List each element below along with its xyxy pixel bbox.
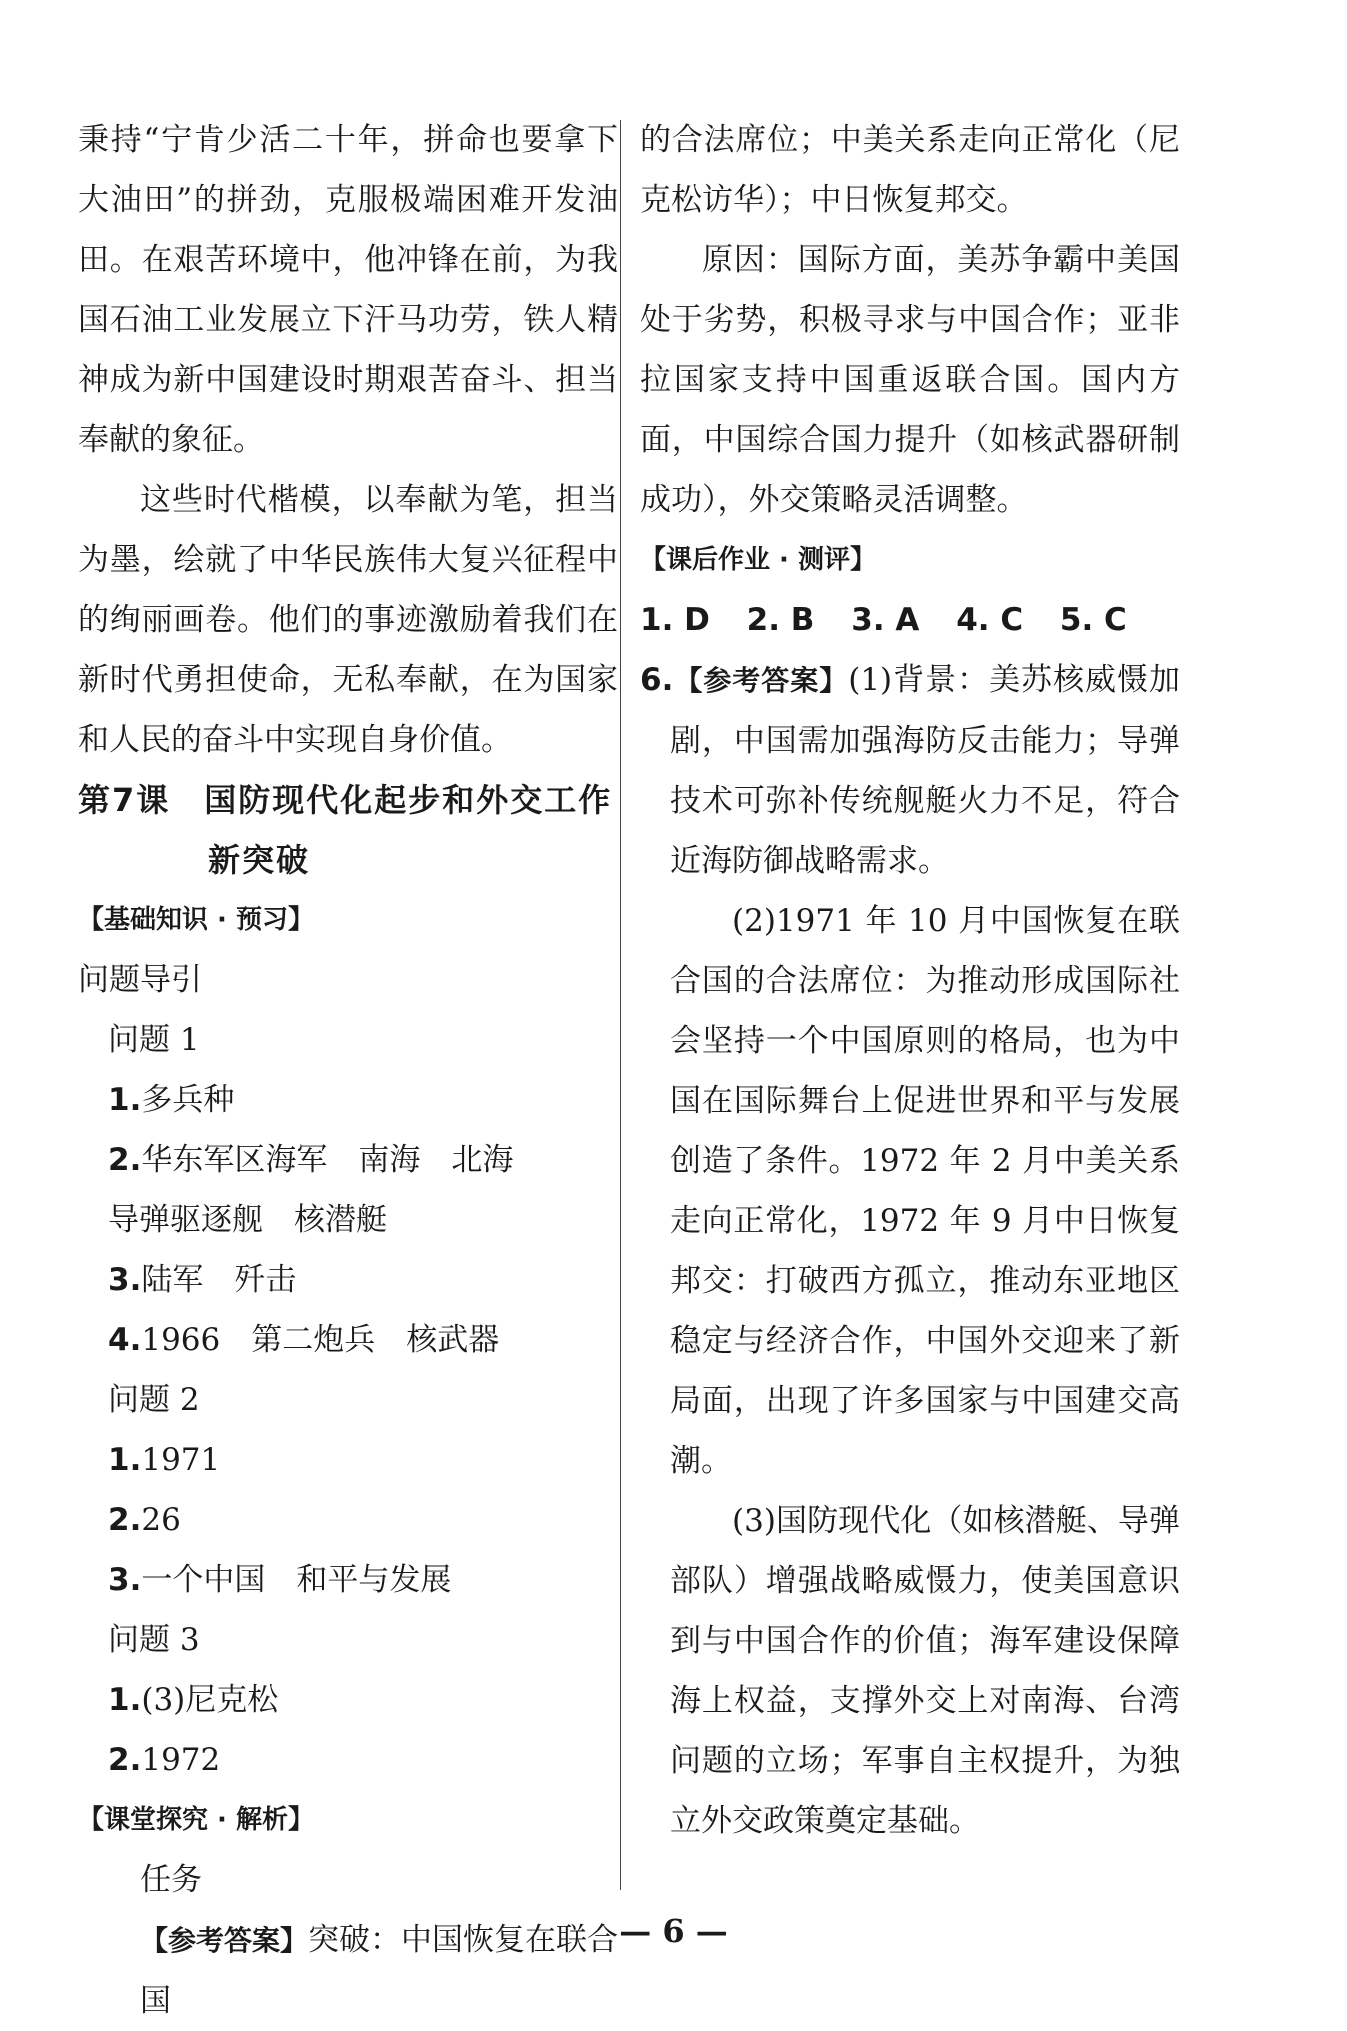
mcq-answers <box>640 590 1180 650</box>
list-item: 2.1972 <box>108 1742 221 1778</box>
section-heading: 【课堂探究 · 解析】 <box>78 1805 314 1835</box>
mcq-answer: 3. A <box>851 602 920 638</box>
list-item: 1.多兵种 <box>108 1082 235 1118</box>
page-number: — 6 — <box>619 1912 728 1950</box>
list-item: 2.26 <box>108 1502 181 1538</box>
subheading: 问题导引 <box>78 962 202 998</box>
question-6-answer: 6.【参考答案】(1)背景：美苏核威慑加剧，中国需加强海防反击能力；导弹技术可弥补传统舰艇火力不足，符合近海防御战略需求。 <box>640 662 1180 879</box>
list-item: 3.陆军 歼击 <box>108 1262 297 1298</box>
list-item: 2.华东军区海军 南海 北海 <box>108 1142 514 1178</box>
mcq-answer: 5. C <box>1059 602 1127 638</box>
lesson-title-line: 第7课 国防现代化起步和外交工作 <box>78 781 613 819</box>
section-heading: 【课后作业 · 测评】 <box>640 545 876 575</box>
question-heading: 问题 2 <box>108 1382 200 1418</box>
paragraph: 的合法席位；中美关系走向正常化（尼克松访华）；中日恢复邦交。 <box>640 122 1180 218</box>
mcq-answer: 1. D <box>640 602 710 638</box>
right-column <box>640 110 1180 1851</box>
left-column <box>78 110 618 2031</box>
section-heading: 【基础知识 · 预习】 <box>78 905 314 935</box>
list-item: 4.1966 第二炮兵 核武器 <box>108 1322 500 1358</box>
paragraph: (2)1971 年 10 月中国恢复在联合国的合法席位：为推动形成国际社会坚持一个中国原则的格局，也为中国在国际舞台上促进世界和平与发展创造了条件。1972 年 2 月中美关系走向正常化，1972 年 9 月中日恢复邦交：打破西方孤立，推动东亚地区稳定与经济合作，中国外交迎来了新局面，出现了许多国家与中国建交高潮。 <box>670 903 1180 1479</box>
column-divider <box>620 120 621 1890</box>
question-heading: 问题 3 <box>108 1622 200 1658</box>
paragraph: 这些时代楷模，以奉献为笔，担当为墨，绘就了中华民族伟大复兴征程中的绚丽画卷。他们的事迹激励着我们在新时代勇担使命，无私奉献，在为国家和人民的奋斗中实现自身价值。 <box>78 482 618 758</box>
paragraph: (3)国防现代化（如核潜艇、导弹部队）增强战略威慑力，使美国意识到与中国合作的价值；海军建设保障海上权益，支撑外交上对南海、台湾问题的立场；军事自主权提升，为独立外交政策奠定基础。 <box>670 1503 1180 1839</box>
lesson-title <box>78 770 618 890</box>
answer-tag: 【参考答案】 <box>673 664 849 697</box>
lesson-title-line: 新突破 <box>208 841 311 879</box>
paragraph: 秉持“宁肯少活二十年，拼命也要拿下大油田”的拼劲，克服极端困难开发油田。在艰苦环境中，他冲锋在前，为我国石油工业发展立下汗马功劳，铁人精神成为新中国建设时期艰苦奋斗、担当奉献的象征。 <box>78 122 618 458</box>
list-item: 1.(3)尼克松 <box>108 1682 279 1718</box>
paragraph: 原因：国际方面，美苏争霸中美国处于劣势，积极寻求与中国合作；亚非拉国家支持中国重返联合国。国内方面，中国综合国力提升（如核武器研制成功），外交策略灵活调整。 <box>640 242 1180 518</box>
mcq-answer: 2. B <box>746 602 815 638</box>
question-heading: 问题 1 <box>108 1022 200 1058</box>
answer-tag: 【参考答案】 <box>140 1924 309 1957</box>
list-item: 1.1971 <box>108 1442 221 1478</box>
task-heading: 任务 <box>140 1862 202 1898</box>
list-item: 3.一个中国 和平与发展 <box>108 1562 452 1598</box>
answer-line: 【参考答案】突破：中国恢复在联合国 <box>140 1922 619 2019</box>
mcq-answer: 4. C <box>956 602 1024 638</box>
list-item: 导弹驱逐舰 核潜艇 <box>108 1202 387 1238</box>
